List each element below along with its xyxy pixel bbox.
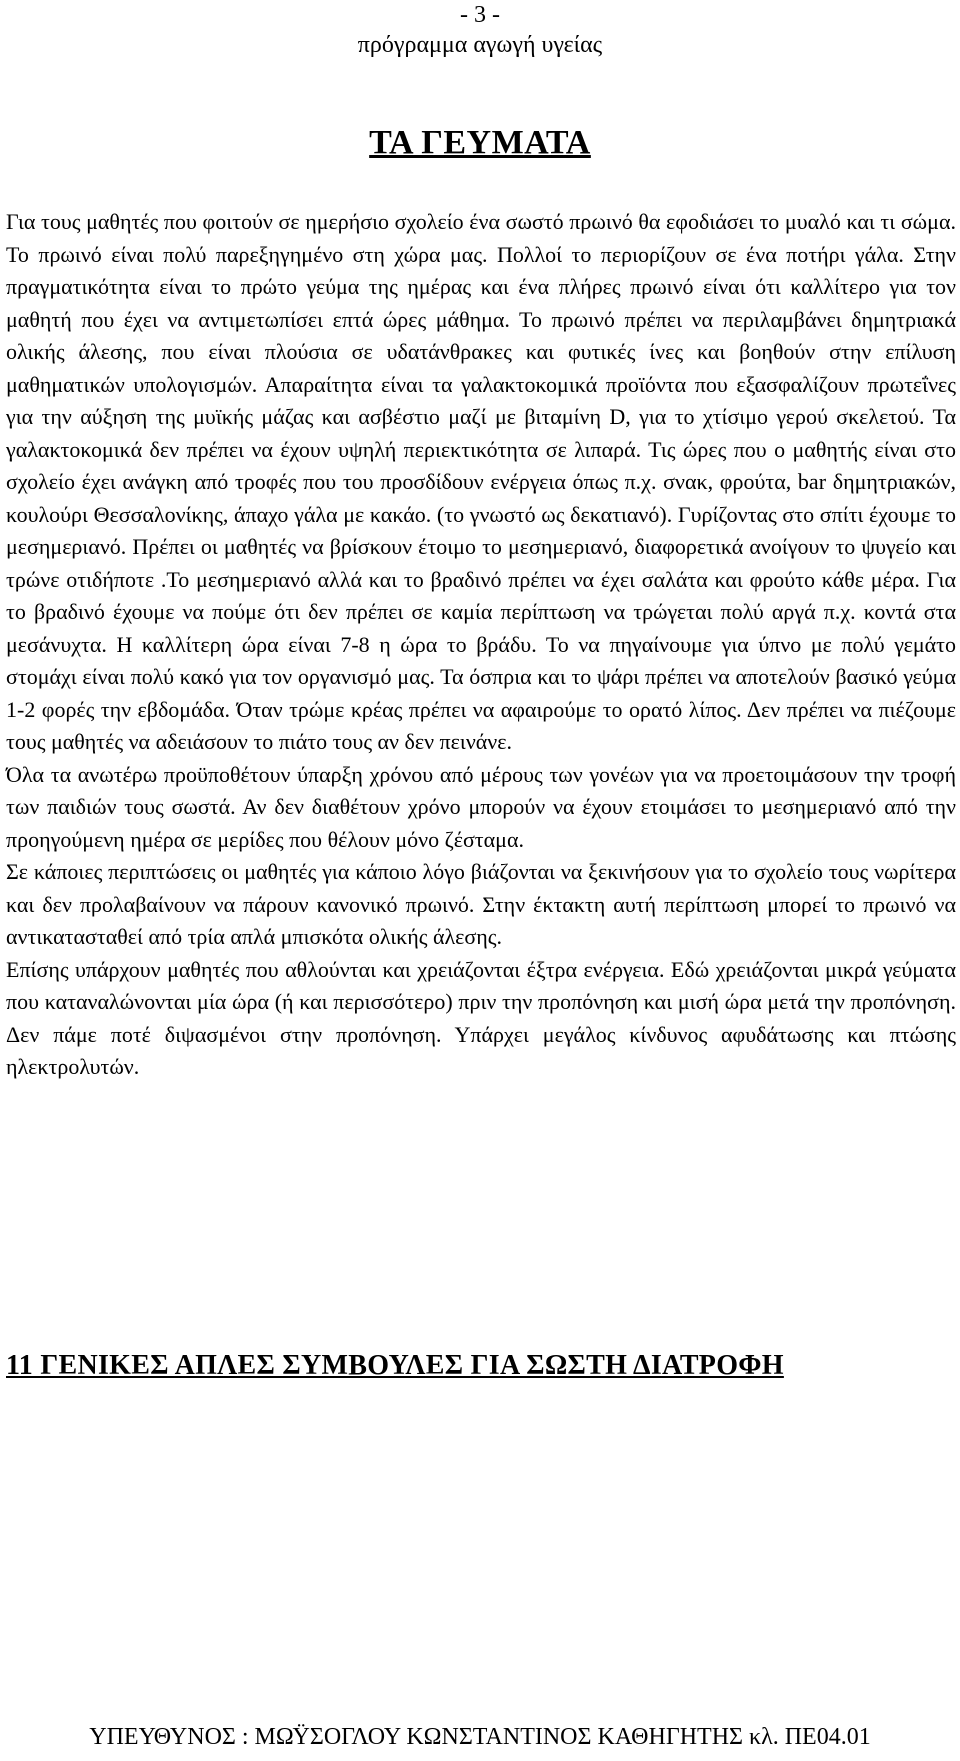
section-heading: 11 ΓΕΝΙΚΕΣ ΑΠΛΕΣ ΣΥΜΒΟΥΛΕΣ ΓΙΑ ΣΩΣΤΗ ΔΙΑΤΡΟΦΗ (6, 1350, 784, 1381)
page-title: ΤΑ ΓΕΥΜΑΤΑ (369, 124, 591, 161)
page-footer: ΥΠΕΥΘΥΝΟΣ : ΜΩΫΣΟΓΛΟΥ ΚΩΝΣΤΑΝΤΙΝΟΣ ΚΑΘΗΓΗΤΗΣ κλ. ΠΕ04.01 (89, 1724, 871, 1750)
paragraph-athletes: Επίσης υπάρχουν μαθητές που αθλούνται και χρειάζονται έξτρα ενέργεια. Εδώ χρειάζονται μικρά γεύματα που καταναλώνονται μία ώρα (ή και περισσότερο) πριν την προπόνηση και μισή ώρα μετά την προπόνηση. Δεν πάμε ποτέ διψασμένοι στην προπόνηση. Υπάρχει μεγάλος κίνδυνος αφυδάτωσης και πτώσης ηλεκτρολυτών. (6, 956, 956, 1079)
paragraph-parents-time: Όλα τα ανωτέρω προϋποθέτουν ύπαρξη χρόνου από μέρους των γονέων για να προετοιμάσουν την τροφή των παιδιών τους σωστά. Αν δεν διαθέτουν χρόνο μπορούν να έχουν ετοιμάσει το μεσημεριανό από την προηγούμενη ημέρα σε μερίδες που θέλουν μόνο ζέσταμα. (6, 761, 956, 852)
page-number: - 3 - (460, 2, 500, 28)
page-subtitle: πρόγραμμα αγωγή υγείας (357, 32, 603, 58)
paragraph-meals: Για τους μαθητές που φοιτούν σε ημερήσιο σχολείο ένα σωστό πρωινό θα εφοδιάσει το μυαλό και τι σώμα. Το πρωινό είναι πολύ παρεξηγημένο στη χώρα μας. Πολλοί το περιορίζουν σε ένα ποτήρι γάλα. Στην πραγματικότητα είναι το πρώτο γεύμα της ημέρας και ένα πλήρες πρωινό είναι ότι καλλίτερο για τον μαθητή που έχει να αντιμετωπίσει επτά ώρες μάθημα. Το πρωινό πρέπει να περιλαμβάνει δημητριακά ολικής άλεσης, που είναι πλούσια σε υδατάνθρακες και φυτικές ίνες και βοηθούν στην επίλυση μαθηματικών υπολογισμών. Απαραίτητα είναι τα γαλακτοκομικά προϊόντα που εξασφαλίζουν πρωτεΐνες για την αύξηση της μυϊκής μάζας και ασβέστιο μαζί με βιταμίνη D, για το χτίσιμο γερού σκελετού. Τα γαλακτοκομικά δεν πρέπει να έχουν υψηλή περιεκτικότητα σε λιπαρά. Τις ώρες που ο μαθητής είναι στο σχολείο έχει ανάγκη από τροφές που του προσδίδουν ενέργεια όπως π.χ. σνακ, φρούτα, bar δημητριακών, κουλούρι Θεσσαλονίκης, άπαχο γάλα με κακάο. (το γνωστό ως δεκατιανό). Γυρίζοντας στο σπίτι έχουμε το μεσημεριανό. Πρέπει οι μαθητές να βρίσκουν έτοιμο το μεσημεριανό, διαφορετικά ανοίγουν το ψυγείο και τρώνε οτιδήποτε .Το μεσημεριανό αλλά και το βραδινό πρέπει να έχει σαλάτα και φρούτο κάθε μέρα. Για το βραδινό έχουμε να πούμε ότι δεν πρέπει σε καμία περίπτωση να τρώγεται πολύ αργά π.χ. κοντά στα μεσάνυχτα. Η καλλίτερη ώρα είναι 7-8 η ώρα το βράδυ. Το να πηγαίνουμε για ύπνο με πολύ γεμάτο στομάχι είναι πολύ κακό για τον οργανισμό μας. Τα όσπρια και το ψάρι πρέπει να αποτελούν βασικό γεύμα 1-2 φορές την εβδομάδα. Όταν τρώμε κρέας πρέπει να αφαιρούμε το ορατό λίπος. Δεν πρέπει να πιέζουμε τους μαθητές να αδειάσουν το πιάτο τους αν δεν πεινάνε. (6, 209, 956, 754)
paragraph-early-departure: Σε κάποιες περιπτώσεις οι μαθητές για κάποιο λόγο βιάζονται να ξεκινήσουν για το σχολείο τους νωρίτερα και δεν προλαβαίνουν να πάρουν κανονικό πρωινό. Στην έκτακτη αυτή περίπτωση μπορεί το πρωινό να αντικατασταθεί από τρία απλά μπισκότα ολικής άλεσης. (6, 859, 956, 949)
page-header (0, 0, 960, 60)
body-text (6, 206, 956, 1084)
